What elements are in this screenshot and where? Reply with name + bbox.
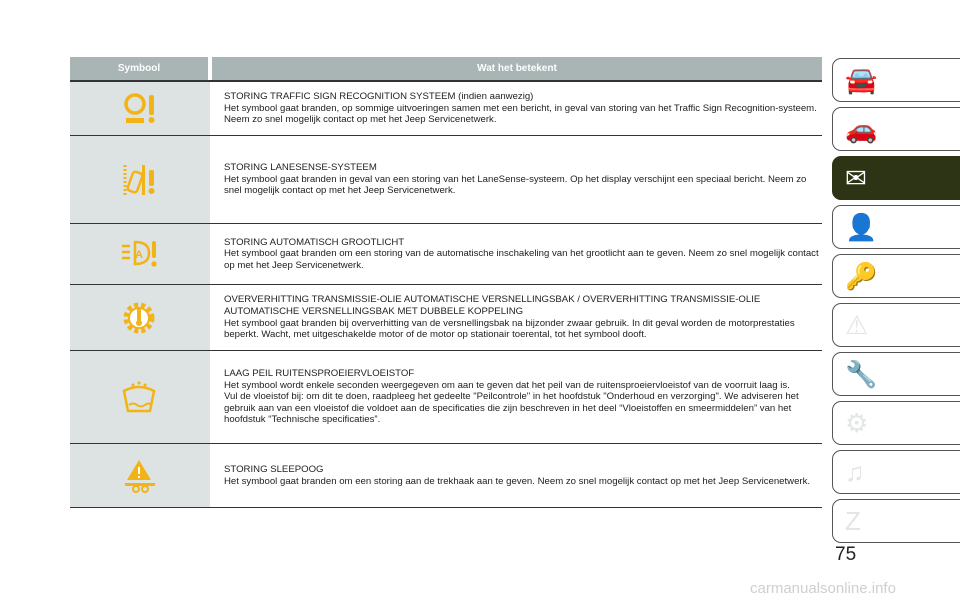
row-title: STORING TRAFFIC SIGN RECOGNITION SYSTEEM (indien aanwezig) bbox=[224, 91, 534, 103]
chapter-tab[interactable] bbox=[832, 254, 960, 298]
symbol-cell bbox=[70, 82, 210, 135]
table-row bbox=[70, 82, 822, 136]
row-description: Het symbool gaat branden in geval van een storing van het LaneSense-systeem. Op het display verschijnt een speciaal bericht. Neem zo snel mogelijk contact op met het Jeep Servicenetwerk. bbox=[224, 173, 807, 197]
meaning-cell bbox=[210, 82, 822, 135]
row-title: OVERVERHITTING TRANSMISSIE-OLIE AUTOMATISCHE VERSNELLINGSBAK / OVERVERHITTING TRANSMISSIE-OLIE AUTOMATISCHE VERSNELLINGSBAK MET DUBBELE KOPPELING bbox=[224, 294, 761, 317]
row-description: Het symbool gaat branden bij oververhitting van de versnellingsbak na bijzonder zwaar gebruik. In dit geval worden de motorprestaties beperkt. Wacht, met uitgeschakelde motor of de motor op stationair toerental, tot het symbool dooft. bbox=[224, 317, 795, 341]
row-description: Het symbool gaat branden om een storing van de automatische inschakeling van het grootlicht aan te geven. Neem zo snel mogelijk contact op met het Jeep Servicenetwerk. bbox=[224, 248, 819, 271]
warning-lights-table bbox=[70, 57, 822, 508]
table-row bbox=[70, 444, 822, 508]
transmission-overheat-icon bbox=[121, 300, 159, 336]
warning-light-message-icon: ✉ bbox=[845, 162, 867, 193]
meaning-cell bbox=[210, 136, 822, 223]
row-title: STORING LANESENSE-SYSTEEM bbox=[224, 162, 377, 174]
row-description: Het symbool wordt enkele seconden weergegeven om aan te geven dat het peil van de ruitensproeiervloeistof van de voorruit laag is. bbox=[224, 379, 790, 391]
table-row bbox=[70, 285, 822, 351]
specs-gear-icon: ⚙ bbox=[845, 407, 869, 438]
header-symbol: Symbool bbox=[70, 57, 208, 80]
car-search-icon: 🚘 bbox=[845, 64, 878, 95]
row-title: STORING AUTOMATISCH GROOTLICHT bbox=[224, 236, 405, 248]
page-number: 75 bbox=[835, 544, 857, 565]
index-letters-icon: Z bbox=[845, 505, 861, 536]
watermark: carmanualsonline.info bbox=[750, 580, 896, 597]
symbol-cell bbox=[70, 285, 210, 350]
airbag-icon: 👤 bbox=[845, 211, 878, 242]
car-breakdown-icon: ⚠ bbox=[845, 309, 869, 340]
trailer-hitch-fault-icon bbox=[121, 458, 159, 494]
table-row bbox=[70, 351, 822, 444]
chapter-tab[interactable] bbox=[832, 58, 960, 102]
symbol-cell bbox=[70, 136, 210, 223]
meaning-cell bbox=[210, 224, 822, 284]
traffic-sign-fault-icon bbox=[121, 91, 159, 127]
chapter-tab[interactable] bbox=[832, 401, 960, 445]
meaning-cell bbox=[210, 444, 822, 507]
chapter-tab[interactable] bbox=[832, 450, 960, 494]
meaning-cell bbox=[210, 351, 822, 443]
row-description: Het symbool gaat branden, op sommige uitvoeringen samen met een bericht, in geval van storing van het Traffic Sign Recognition-systeem. Neem zo snel mogelijk contact op met het Jeep Servicenetwerk. bbox=[224, 102, 817, 126]
washer-fluid-low-icon bbox=[121, 379, 159, 415]
table-row bbox=[70, 224, 822, 285]
row-title: STORING SLEEPOOG bbox=[224, 463, 324, 475]
chapter-tab[interactable] bbox=[832, 205, 960, 249]
chapter-tab[interactable] bbox=[832, 352, 960, 396]
header-meaning: Wat het betekent bbox=[212, 57, 822, 80]
chapter-tab[interactable] bbox=[832, 303, 960, 347]
row-description: Vul de vloeistof bij: om dit te doen, raadpleeg het gedeelte "Peilcontrole" in het hoofdstuk "Onderhoud en verzorging". We adviseren het gebruik aan van een vloeistof die voldoet aan de specificaties die zijn beschreven in het deel “Vloeistoffen en smeermiddelen” van het hoofdstuk “Technische specificaties”. bbox=[224, 391, 799, 426]
symbol-cell bbox=[70, 224, 210, 284]
chapter-tab[interactable] bbox=[832, 107, 960, 151]
table-header bbox=[70, 57, 822, 82]
symbol-cell bbox=[70, 444, 210, 507]
lanesense-fault-icon bbox=[121, 162, 159, 198]
symbol-cell bbox=[70, 351, 210, 443]
row-description: Het symbool gaat branden om een storing aan de trekhaak aan te geven. Neem zo snel mogelijk contact op met het Jeep Servicenetwerk. bbox=[224, 475, 811, 487]
svg-text:A: A bbox=[135, 249, 143, 261]
key-steering-icon: 🔑 bbox=[845, 260, 878, 291]
chapter-tab[interactable] bbox=[832, 499, 960, 543]
car-service-icon: 🔧 bbox=[845, 358, 878, 389]
multimedia-icon: ♫ bbox=[845, 456, 865, 487]
chapter-tab[interactable] bbox=[832, 156, 960, 200]
car-info-icon: 🚗 bbox=[845, 113, 878, 144]
row-title: LAAG PEIL RUITENSPROEIERVLOEISTOF bbox=[224, 368, 415, 380]
table-row bbox=[70, 136, 822, 224]
meaning-cell bbox=[210, 285, 822, 350]
auto-high-beam-fault-icon bbox=[121, 236, 159, 272]
